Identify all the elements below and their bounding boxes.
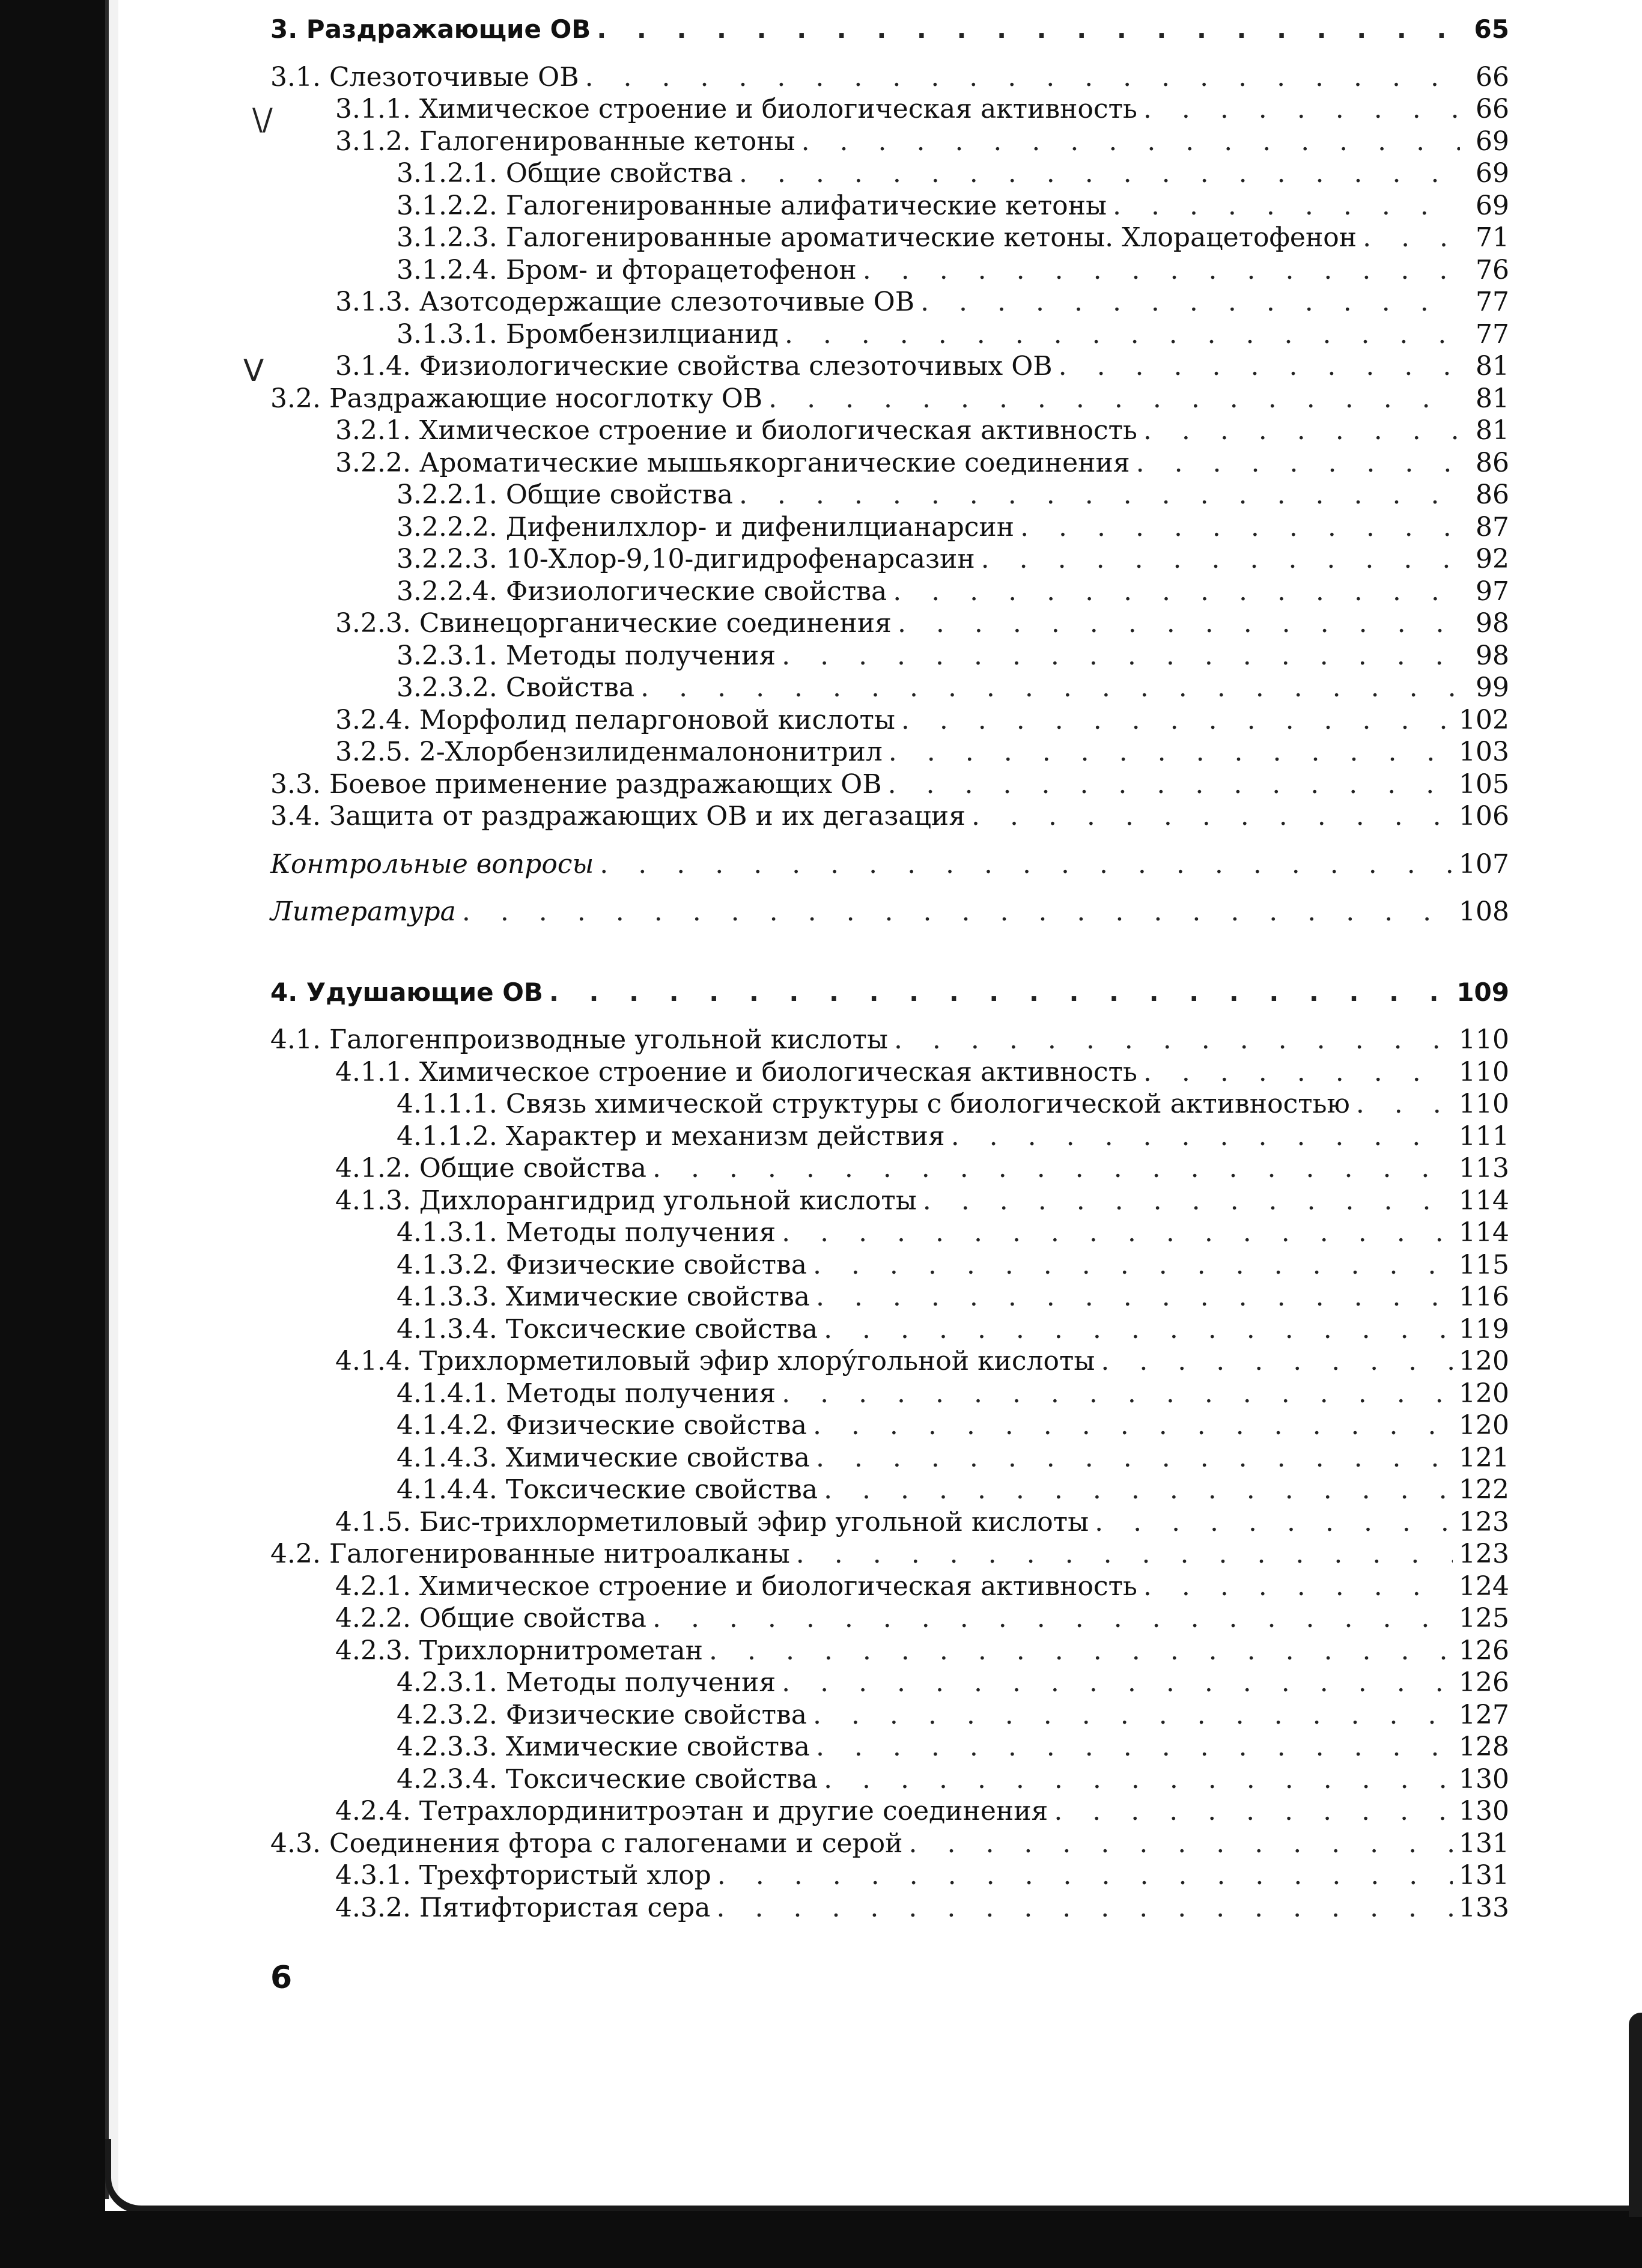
entry-page-number: 110 bbox=[1459, 1089, 1509, 1119]
toc-entry bbox=[270, 1828, 1509, 1860]
entry-title: 4.3.2. Пятифтористая сера bbox=[335, 1892, 711, 1923]
dot-leader bbox=[1059, 350, 1460, 383]
entry-page-number: 69 bbox=[1476, 126, 1509, 157]
dot-leader bbox=[909, 1828, 1453, 1860]
entry-title: 3.2.4. Морфолид пеларгоновой кислоты bbox=[335, 704, 895, 735]
entry-page-number: 66 bbox=[1476, 61, 1509, 93]
dot-leader bbox=[1143, 1570, 1453, 1603]
dot-leader bbox=[951, 1120, 1453, 1153]
entry-title: 3.1.3.1. Бромбензилцианид bbox=[397, 318, 779, 350]
entry-page-number: 124 bbox=[1459, 1570, 1509, 1602]
entry-page-number: 123 bbox=[1459, 1506, 1509, 1537]
dot-leader bbox=[549, 976, 1450, 1009]
entry-title: 4.2.3. Трихлорнитрометан bbox=[335, 1635, 704, 1666]
entry-page-number: 77 bbox=[1476, 287, 1509, 317]
toc-entry bbox=[270, 1024, 1509, 1056]
dot-leader bbox=[1143, 415, 1460, 447]
entry-page-number: 109 bbox=[1456, 977, 1509, 1007]
toc-entry bbox=[270, 286, 1509, 318]
entry-page-number: 86 bbox=[1476, 447, 1509, 478]
toc-entry bbox=[270, 1409, 1509, 1442]
spacer bbox=[270, 928, 1509, 976]
spacer bbox=[270, 880, 1509, 896]
dot-leader bbox=[1143, 1056, 1453, 1089]
entry-title: 4.2.3.3. Химические свойства bbox=[397, 1731, 810, 1762]
dot-leader bbox=[768, 383, 1460, 415]
toc-entry bbox=[270, 1731, 1509, 1763]
dot-leader bbox=[816, 1442, 1453, 1474]
entry-title: 3.3. Боевое применение раздражающих ОВ bbox=[270, 768, 882, 800]
toc-entry bbox=[270, 61, 1509, 94]
scan-left-margin bbox=[0, 0, 105, 2268]
entry-page-number: 108 bbox=[1459, 896, 1509, 927]
scan-right-edge bbox=[1629, 2013, 1642, 2217]
page-curl bbox=[105, 2139, 1642, 2214]
toc-entry bbox=[270, 318, 1509, 351]
toc-entry bbox=[270, 479, 1509, 511]
entry-title: 3.2.2.3. 10-Хлор-9,10-дигидрофенарсазин bbox=[397, 544, 975, 574]
toc-entry bbox=[270, 511, 1509, 544]
entry-title: 4.1.4.3. Химические свойства bbox=[397, 1442, 810, 1473]
margin-checkmark: \/ bbox=[252, 102, 273, 137]
spacer bbox=[270, 46, 1509, 61]
entry-title: 3.2.2.1. Общие свойства bbox=[397, 479, 733, 510]
dot-leader bbox=[1136, 447, 1460, 479]
entry-page-number: 81 bbox=[1476, 383, 1509, 414]
toc-entry bbox=[270, 1474, 1509, 1506]
toc-entry bbox=[270, 543, 1509, 576]
entry-title: 3.1.2.1. Общие свойства bbox=[397, 158, 733, 189]
dot-leader bbox=[585, 61, 1460, 94]
entry-page-number: 119 bbox=[1459, 1313, 1509, 1345]
entry-page-number: 106 bbox=[1459, 801, 1509, 831]
entry-title: 4.1.3.1. Методы получения bbox=[397, 1217, 776, 1248]
toc-entry bbox=[270, 1345, 1509, 1378]
toc-entry bbox=[270, 576, 1509, 608]
dot-leader bbox=[824, 1313, 1453, 1346]
entry-title: 4. Удушающие ОВ bbox=[270, 977, 543, 1007]
entry-page-number: 127 bbox=[1459, 1699, 1509, 1730]
entry-title: 4.2.3.1. Методы получения bbox=[397, 1667, 776, 1698]
entry-title: 4.1.4.1. Методы получения bbox=[397, 1378, 776, 1409]
entry-title: 3.1.4. Физиологические свойства слезоточивых ОВ bbox=[335, 351, 1053, 382]
entry-title: 4.2.3.4. Токсические свойства bbox=[397, 1763, 818, 1795]
entry-title: 3.2.1. Химическое строение и биологическая активность bbox=[335, 415, 1137, 446]
entry-title: 4.1.2. Общие свойства bbox=[335, 1153, 646, 1184]
scan-bottom-margin bbox=[0, 2211, 1642, 2268]
entry-page-number: 114 bbox=[1459, 1217, 1509, 1248]
toc-entry bbox=[270, 93, 1509, 126]
toc-entry bbox=[270, 1120, 1509, 1153]
entry-title: Литература bbox=[270, 896, 456, 927]
entry-title: 3.2.3. Свинецорганические соединения bbox=[335, 608, 892, 639]
entry-title: 3.2.3.2. Свойства bbox=[397, 672, 635, 703]
entry-page-number: 65 bbox=[1474, 14, 1509, 44]
entry-page-number: 87 bbox=[1476, 511, 1509, 543]
entry-title: 3.2.5. 2-Хлорбензилиденмалононитрил bbox=[335, 737, 883, 767]
dot-leader bbox=[813, 1409, 1453, 1442]
entry-title: 4.2.2. Общие свойства bbox=[335, 1603, 646, 1634]
entry-page-number: 71 bbox=[1476, 222, 1509, 253]
toc-entry bbox=[270, 1699, 1509, 1731]
toc-entry bbox=[270, 190, 1509, 222]
toc-entry bbox=[270, 768, 1509, 801]
entry-title: 3.2.2.4. Физиологические свойства bbox=[397, 576, 887, 607]
toc-entry bbox=[270, 1378, 1509, 1410]
dot-leader bbox=[782, 1217, 1453, 1249]
dot-leader bbox=[816, 1281, 1453, 1313]
dot-leader bbox=[813, 1699, 1453, 1731]
toc-entry bbox=[270, 254, 1509, 287]
entry-page-number: 76 bbox=[1476, 254, 1509, 285]
dot-leader bbox=[1143, 93, 1460, 126]
spacer bbox=[270, 833, 1509, 848]
entry-page-number: 81 bbox=[1476, 415, 1509, 446]
entry-title: 4.2.3.2. Физические свойства bbox=[397, 1699, 807, 1730]
page-edge bbox=[105, 0, 118, 2199]
entry-title: 4.3.1. Трехфтористый хлор bbox=[335, 1860, 711, 1891]
dot-leader bbox=[1101, 1345, 1453, 1378]
entry-page-number: 116 bbox=[1459, 1281, 1509, 1312]
entry-page-number: 107 bbox=[1459, 848, 1509, 880]
entry-title: 3.2.3.1. Методы получения bbox=[397, 640, 776, 671]
toc-entry bbox=[270, 1152, 1509, 1185]
entry-title: 3.2.2.2. Дифенилхлор- и дифенилцианарсин bbox=[397, 511, 1015, 543]
toc-entry bbox=[270, 736, 1509, 768]
toc-entry bbox=[270, 1249, 1509, 1281]
entry-title: 3.1.1. Химическое строение и биологическая активность bbox=[335, 94, 1137, 124]
spacer bbox=[270, 1008, 1509, 1024]
dot-leader bbox=[782, 640, 1460, 672]
entry-title: 4.2.1. Химическое строение и биологическая активность bbox=[335, 1570, 1137, 1602]
dot-leader bbox=[893, 576, 1460, 608]
dot-leader bbox=[1363, 222, 1460, 254]
dot-leader bbox=[889, 736, 1453, 768]
toc-entry bbox=[270, 1313, 1509, 1346]
entry-title: 4.1.3.3. Химические свойства bbox=[397, 1281, 810, 1312]
dot-leader bbox=[785, 318, 1460, 351]
dot-leader bbox=[972, 800, 1453, 833]
entry-title: 4.1.1. Химическое строение и биологическая активность bbox=[335, 1056, 1137, 1087]
entry-title: 3.2.2. Ароматические мышьякорганические соединения bbox=[335, 447, 1130, 478]
toc-entry bbox=[270, 1185, 1509, 1217]
dot-leader bbox=[824, 1763, 1453, 1796]
dot-leader bbox=[923, 1185, 1453, 1217]
toc-entry bbox=[270, 1281, 1509, 1313]
dot-leader bbox=[462, 896, 1453, 928]
toc-entry bbox=[270, 447, 1509, 479]
toc-entry bbox=[270, 415, 1509, 447]
entry-title: 3.1.2.3. Галогенированные ароматические кетоны. Хлорацетофенон bbox=[397, 222, 1357, 253]
toc-entry bbox=[270, 350, 1509, 383]
entry-title: 3.1. Слезоточивые ОВ bbox=[270, 61, 579, 93]
dot-leader bbox=[1095, 1506, 1453, 1539]
entry-page-number: 69 bbox=[1476, 158, 1509, 189]
entry-page-number: 122 bbox=[1459, 1474, 1509, 1505]
toc-entry bbox=[270, 1763, 1509, 1796]
entry-page-number: 114 bbox=[1459, 1185, 1509, 1216]
entry-title: 3.4. Защита от раздражающих ОВ и их дегазация bbox=[270, 801, 965, 831]
dot-leader bbox=[813, 1249, 1453, 1281]
dot-leader bbox=[652, 1152, 1453, 1185]
entry-title: 3.1.2. Галогенированные кетоны bbox=[335, 126, 795, 157]
toc-entry bbox=[270, 383, 1509, 415]
dot-leader bbox=[1113, 190, 1460, 222]
toc-entry bbox=[270, 222, 1509, 254]
entry-page-number: 97 bbox=[1476, 576, 1509, 607]
entry-title: 4.2.4. Тетрахлординитроэтан и другие соединения bbox=[335, 1796, 1048, 1826]
toc-entry bbox=[270, 607, 1509, 640]
toc-extra-entry bbox=[270, 848, 1509, 881]
dot-leader bbox=[816, 1731, 1453, 1763]
dot-leader bbox=[888, 768, 1453, 801]
entry-page-number: 81 bbox=[1476, 351, 1509, 382]
entry-page-number: 131 bbox=[1459, 1828, 1509, 1859]
entry-title: 4.1.4.2. Физические свойства bbox=[397, 1410, 807, 1441]
chapter-heading bbox=[270, 13, 1509, 46]
toc-entry bbox=[270, 1602, 1509, 1635]
toc-entry bbox=[270, 126, 1509, 158]
chapter-heading bbox=[270, 976, 1509, 1009]
entry-title: 4.1.1.1. Связь химической структуры с биологической активностью bbox=[397, 1089, 1350, 1119]
entry-title: 4.2. Галогенированные нитроалканы bbox=[270, 1539, 790, 1569]
entry-title: 3.1.2.2. Галогенированные алифатические кетоны bbox=[397, 190, 1107, 221]
entry-page-number: 105 bbox=[1459, 768, 1509, 800]
entry-page-number: 98 bbox=[1476, 608, 1509, 639]
entry-page-number: 120 bbox=[1459, 1410, 1509, 1441]
dot-leader bbox=[717, 1859, 1453, 1892]
dot-leader bbox=[782, 1378, 1453, 1410]
entry-page-number: 130 bbox=[1459, 1763, 1509, 1795]
page-number: 6 bbox=[270, 1960, 293, 1996]
entry-page-number: 131 bbox=[1459, 1860, 1509, 1891]
toc-entry bbox=[270, 1088, 1509, 1120]
toc-entry bbox=[270, 640, 1509, 672]
entry-page-number: 126 bbox=[1459, 1667, 1509, 1698]
entry-page-number: 111 bbox=[1459, 1120, 1509, 1152]
dot-leader bbox=[640, 672, 1460, 704]
entry-page-number: 69 bbox=[1476, 190, 1509, 221]
dot-leader bbox=[898, 607, 1460, 640]
dot-leader bbox=[863, 254, 1460, 287]
entry-page-number: 126 bbox=[1459, 1635, 1509, 1666]
entry-page-number: 130 bbox=[1459, 1796, 1509, 1826]
entry-page-number: 99 bbox=[1476, 672, 1509, 703]
toc-entry bbox=[270, 672, 1509, 704]
entry-page-number: 110 bbox=[1459, 1024, 1509, 1055]
dot-leader bbox=[597, 13, 1460, 46]
entry-page-number: 128 bbox=[1459, 1731, 1509, 1762]
entry-page-number: 103 bbox=[1459, 737, 1509, 767]
toc-entry bbox=[270, 1667, 1509, 1699]
margin-v-mark: V bbox=[243, 353, 264, 388]
entry-page-number: 113 bbox=[1459, 1153, 1509, 1184]
entry-page-number: 102 bbox=[1459, 704, 1509, 735]
toc-entry bbox=[270, 1442, 1509, 1474]
dot-leader bbox=[709, 1635, 1453, 1667]
table-of-contents bbox=[270, 13, 1509, 1924]
entry-title: 3. Раздражающие ОВ bbox=[270, 14, 591, 44]
entry-page-number: 121 bbox=[1459, 1442, 1509, 1473]
entry-title: 3.1.3. Азотсодержащие слезоточивые ОВ bbox=[335, 287, 915, 317]
entry-title: 4.1.4.4. Токсические свойства bbox=[397, 1474, 818, 1505]
entry-page-number: 110 bbox=[1459, 1056, 1509, 1087]
dot-leader bbox=[1054, 1795, 1453, 1828]
toc-entry bbox=[270, 1217, 1509, 1249]
dot-leader bbox=[981, 543, 1460, 576]
toc-entry bbox=[270, 1056, 1509, 1089]
entry-page-number: 92 bbox=[1476, 544, 1509, 574]
dot-leader bbox=[801, 126, 1460, 158]
dot-leader bbox=[739, 479, 1460, 511]
entry-page-number: 120 bbox=[1459, 1378, 1509, 1409]
toc-entry bbox=[270, 704, 1509, 737]
dot-leader bbox=[600, 848, 1453, 881]
entry-title: 4.1.4. Трихлорметиловый эфир хлорýгольной кислоты bbox=[335, 1346, 1095, 1376]
entry-page-number: 66 bbox=[1476, 94, 1509, 124]
dot-leader bbox=[717, 1892, 1453, 1924]
entry-page-number: 125 bbox=[1459, 1603, 1509, 1634]
dot-leader bbox=[652, 1602, 1453, 1635]
toc-entry bbox=[270, 1570, 1509, 1603]
entry-title: 4.1.3.4. Токсические свойства bbox=[397, 1313, 818, 1345]
entry-page-number: 98 bbox=[1476, 640, 1509, 671]
entry-page-number: 120 bbox=[1459, 1346, 1509, 1376]
entry-page-number: 123 bbox=[1459, 1539, 1509, 1569]
entry-title: 4.1.3.2. Физические свойства bbox=[397, 1249, 807, 1280]
entry-title: Контрольные вопросы bbox=[270, 848, 594, 880]
entry-page-number: 86 bbox=[1476, 479, 1509, 510]
entry-title: 4.1.3. Дихлорангидрид угольной кислоты bbox=[335, 1185, 917, 1216]
entry-title: 3.1.2.4. Бром- и фторацетофенон bbox=[397, 254, 857, 285]
toc-entry bbox=[270, 1859, 1509, 1892]
entry-title: 4.1.5. Бис-трихлорметиловый эфир угольной кислоты bbox=[335, 1506, 1089, 1537]
toc-entry bbox=[270, 1538, 1509, 1570]
entry-title: 4.1. Галогенпроизводные угольной кислоты bbox=[270, 1024, 888, 1055]
dot-leader bbox=[739, 157, 1460, 190]
entry-title: 4.1.1.2. Характер и механизм действия bbox=[397, 1120, 945, 1152]
entry-title: 3.2. Раздражающие носоглотку ОВ bbox=[270, 383, 763, 414]
toc-entry bbox=[270, 1795, 1509, 1828]
toc-extra-entry bbox=[270, 896, 1509, 928]
toc-entry bbox=[270, 1892, 1509, 1924]
entry-page-number: 115 bbox=[1459, 1249, 1509, 1280]
entry-title: 4.3. Соединения фтора с галогенами и серой bbox=[270, 1828, 903, 1859]
entry-page-number: 77 bbox=[1476, 318, 1509, 350]
dot-leader bbox=[796, 1538, 1453, 1570]
dot-leader bbox=[782, 1667, 1453, 1699]
toc-entry bbox=[270, 157, 1509, 190]
dot-leader bbox=[901, 704, 1453, 737]
dot-leader bbox=[824, 1474, 1453, 1506]
dot-leader bbox=[920, 286, 1460, 318]
toc-entry bbox=[270, 1506, 1509, 1539]
dot-leader bbox=[894, 1024, 1453, 1056]
toc-entry bbox=[270, 800, 1509, 833]
dot-leader bbox=[1356, 1088, 1453, 1120]
entry-page-number: 133 bbox=[1459, 1892, 1509, 1923]
dot-leader bbox=[1020, 511, 1460, 544]
toc-entry bbox=[270, 1635, 1509, 1667]
